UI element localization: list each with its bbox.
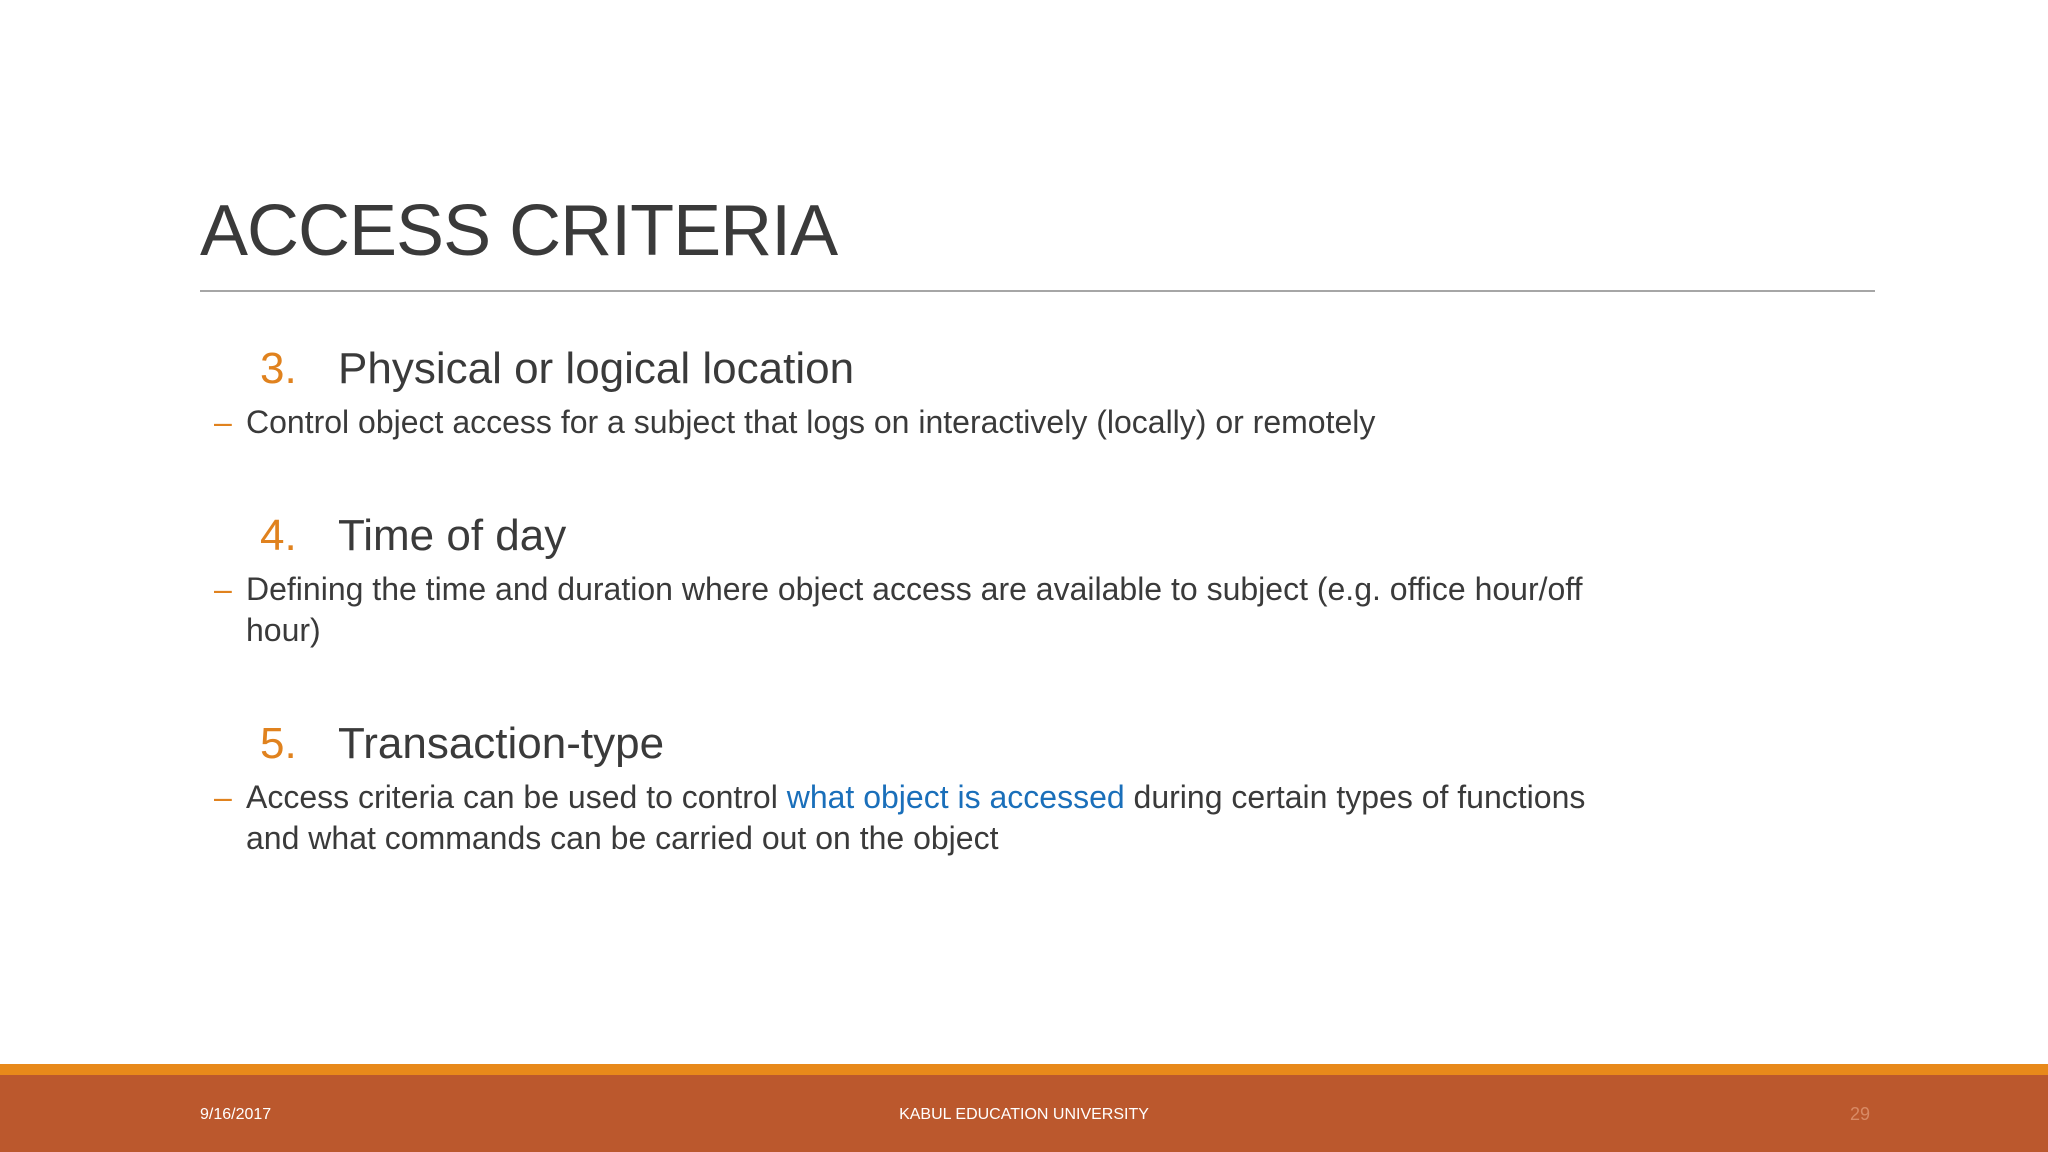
highlighted-text: what object is accessed — [786, 779, 1125, 815]
criteria-item-heading — [200, 713, 1620, 775]
description-text — [246, 402, 1620, 443]
criteria-item-description — [200, 777, 1620, 859]
criteria-item-number: 3. — [260, 344, 297, 393]
criteria-list — [200, 338, 1620, 921]
criteria-item-label: Time of day — [338, 511, 567, 560]
criteria-item-location — [200, 338, 1620, 443]
criteria-item-heading — [200, 338, 1620, 400]
description-text-part: Control object access for a subject that logs on interactively (locally) or remotely — [246, 404, 1376, 440]
description-text-part: during certain types of functions and what commands can be carried out on the object — [246, 779, 1586, 856]
criteria-item-label: Transaction-type — [338, 719, 665, 768]
dash-bullet: – — [214, 571, 232, 607]
criteria-item-heading — [200, 505, 1620, 567]
description-text — [246, 569, 1620, 651]
description-text — [246, 777, 1620, 859]
footer-date: 9/16/2017 — [200, 1106, 272, 1123]
description-text-part: Access criteria can be used to control — [246, 779, 787, 815]
dash-bullet: – — [214, 779, 232, 815]
footer-accent-stripe — [0, 1064, 2048, 1075]
footer-institution: KABUL EDUCATION UNIVERSITY — [899, 1106, 1149, 1123]
criteria-item-time-of-day — [200, 505, 1620, 651]
criteria-item-number: 5. — [260, 719, 297, 768]
criteria-item-number: 4. — [260, 511, 297, 560]
page-number: 29 — [1849, 1104, 1870, 1124]
criteria-item-transaction-type — [200, 713, 1620, 859]
dash-bullet: – — [214, 404, 232, 440]
slide-title: ACCESS CRITERIA — [200, 191, 838, 271]
criteria-item-label: Physical or logical location — [338, 344, 855, 393]
title-divider — [200, 290, 1875, 292]
criteria-item-description — [200, 569, 1620, 651]
criteria-item-description — [200, 402, 1620, 443]
description-text-part: Defining the time and duration where object access are available to subject (e.g. office hour/off hour) — [246, 571, 1583, 648]
